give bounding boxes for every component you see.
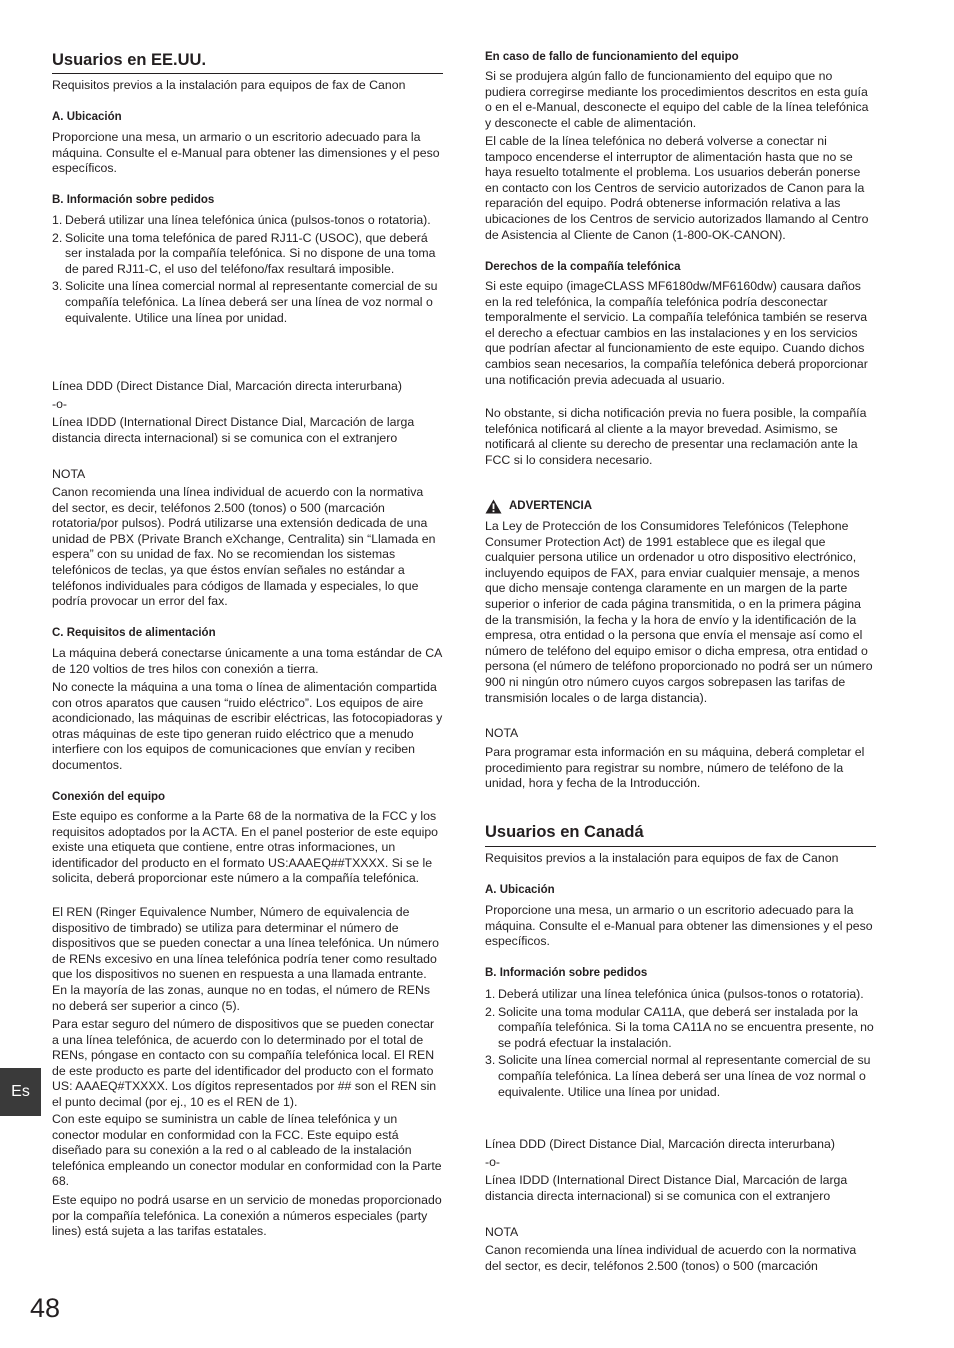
iddd-line: Línea IDDD (International Direct Distance Dial, Marcación de larga distancia directa internacional) si se comunica con el extranjero: [52, 415, 415, 445]
list-item: 2. Solicite una toma modular CA11A, que deberá ser instalada por la compañía telefónica. Si la toma CA11A no se encuentra presente, no se podrá efectuar la instalación.: [485, 1004, 874, 1050]
usa-b-list: [52, 213, 443, 326]
list-item: 3. Solicite una línea comercial normal al representante comercial de su compañía telefónica. La línea deberá ser una línea de voz normal o equivalente. Utilice una línea por unidad.: [485, 1053, 871, 1099]
ddd-line: Línea DDD (Direct Distance Dial, Marcación directa interurbana): [52, 379, 402, 393]
canada-a-text: Proporcione una mesa, un armario o un escritorio adecuado para la máquina. Consulte el e-Manual para obtener las dimensiones y el peso específicos.: [485, 903, 873, 949]
usa-a-heading: A. Ubicación: [52, 111, 122, 123]
warning-icon: [485, 499, 502, 514]
usa-intro: Requisitos previos a la instalación para equipos de fax de Canon: [52, 78, 406, 92]
canada-b-heading: B. Información sobre pedidos: [485, 967, 648, 979]
usa-section-title: Usuarios en EE.UU.: [52, 51, 207, 69]
fault-p1: Si se produjera algún fallo de funcionamiento del equipo que no pudiera corregirse mediante los procedimientos descritos en esta guía o en el e-Manual, desconecte el equipo del cable de la línea telefónica y desconecte el cable de alimentación.: [485, 69, 869, 130]
connection-p4: Con este equipo se suministra un cable de línea telefónica y un conector modular en conformidad con la FCC. Este equipo está diseñado para su conexión a la red o al cableado de la instalación telefónica empleando un conector modular en conformidad con la Parte 68.: [52, 1112, 442, 1189]
power-heading: C. Requisitos de alimentación: [52, 627, 216, 639]
canada-intro: Requisitos previos a la instalación para equipos de fax de Canon: [485, 851, 839, 865]
ddd-line: Línea DDD (Direct Distance Dial, Marcación directa interurbana): [485, 1137, 835, 1151]
connection-p2: El REN (Ringer Equivalence Number, Número de equivalencia de dispositivo de timbrado) se utiliza para determinar el número de dispositivos que se pueden conectar a una línea telefónica. Un número de RENs excesivo en una línea telefónica podría tener como resultado que los dispositivos no suenen en respuesta a una llamada entrante. En la mayoría de las zonas, aunque no en todas, el número de RENs no deberá ser superior a cinco (5).: [52, 905, 439, 1013]
language-tab: Es: [0, 1068, 41, 1116]
iddd-line: Línea IDDD (International Direct Distance Dial, Marcación de larga distancia directa internacional) si se comunica con el extranjero: [485, 1173, 848, 1203]
note-label: NOTA: [485, 1225, 519, 1239]
note-label: NOTA: [52, 467, 86, 481]
fault-heading: En caso de fallo de funcionamiento del equipo: [485, 51, 739, 63]
note-text: Canon recomienda una línea individual de acuerdo con la normativa del sector, es decir, teléfonos 2.500 (tonos) o 500 (marcación: [485, 1243, 857, 1273]
usa-b-heading: B. Información sobre pedidos: [52, 194, 215, 206]
note-text: Para programar esta información en su máquina, deberá completar el procedimiento para registrar su nombre, número de teléfono de la unidad, hora y fecha de la Introducción.: [485, 745, 865, 791]
power-p1: La máquina deberá conectarse únicamente a una toma estándar de CA de 120 voltios de tres hilos con conexión a tierra.: [52, 646, 442, 676]
title-rule: [485, 846, 876, 847]
fault-p2: El cable de la línea telefónica no deberá volverse a conectar ni tampoco encenderse el interruptor de alimentación hasta que no se haya resuelto totalmente el problema. Los usuarios deberán ponerse en contacto con los Centros de servicio autorizados de Canon para la reparación del equipo. Podrá obtenerse información relativa a las ubicaciones de los Centros de servicio autorizados llamando al Centro de Asistencia al Cliente de Canon (1-800-OK-CANON).: [485, 134, 869, 242]
title-rule: [52, 73, 443, 74]
page-number: 48: [30, 1293, 61, 1323]
list-item: 2. Solicite una toma telefónica de pared RJ11-C (USOC), que deberá ser instalada por la compañía telefónica. Si no dispone de una toma de pared RJ11-C, el uso del teléfono/fax resultará imposible.: [52, 230, 436, 276]
rights-p2: No obstante, si dicha notificación previa no fuera posible, la compañía telefónica notificará al cliente a la mayor brevedad. Asimismo, se notificará al cliente su derecho de presentar una reclamación ante la FCC si lo considera necesario.: [485, 406, 867, 467]
connection-p5: Este equipo no podrá usarse en un servicio de monedas proporcionado por la compañía telefónica. La conexión a números especiales (party lines) está sujeta a las tarifas estatales.: [52, 1193, 442, 1239]
connection-p1: Este equipo es conforme a la Parte 68 de la normativa de la FCC y los requisitos adoptados por la ACTA. En el panel posterior de este equipo existe una etiqueta que contiene, entre otras informaciones, un identificador del producto en el formato US:AAAEQ##TXXXX. Si se le solicita, deberá proporcionar este número a la compañía telefónica.: [52, 809, 439, 886]
note-label: NOTA: [485, 726, 519, 740]
connection-p3: Para estar seguro del número de dispositivos que se pueden conectar a una línea telefónica, de acuerdo con lo determinado por el total de RENs, póngase en contacto con su compañía telefónica local. El REN de este producto es parte del identificador del producto con el formato US: AAAEQ#TXXXX. Los dígitos representados por ## son el REN sin el punto decimal (por ej., 10 es el REN de 1).: [52, 1017, 437, 1109]
canada-section-title: Usuarios en Canadá: [485, 823, 644, 841]
note-text: Canon recomienda una línea individual de acuerdo con la normativa del sector, es decir, teléfonos 2.500 (tonos) o 500 (marcación rotatoria/por pulsos). Podrá utilizarse una extensión dedicada de una unidad de PBX (Private Branch eXchange, Centralita) sin “Llamada en espera” con su unidad de fax. No se recomiendan los sistemas telefónicos de teclas, ya que éstos envían señales no estándar a teléfonos individuales para códigos de llamada y especiales, lo que podría provocar un error del fax.: [52, 485, 436, 609]
warning-text: La Ley de Protección de los Consumidores Telefónicos (Telephone Consumer Protection Act) de 1991 establece que es ilegal que cualquier persona utilice un ordenador u otro dispositivo electrónico, incluyendo equipos de FAX, para enviar cualquier mensaje, a menos que dicho mensaje contenga claramente en un margen de la parte superior o inferior de cada página transmitida, o en la primera página de la transmisión, la fecha y la hora de envío y la identificación de la empresa, otra entidad o la persona que envía el mensaje así como el número de teléfono del equipo emisor o dicha empresa, otra entidad o persona (el número de teléfono proporcionado no podrá ser un número 900 ni ningún otro número cuyos cargos sobrepasen las tarifas de transmisión locales o de larga distancia).: [485, 519, 873, 705]
list-item: 1. Deberá utilizar una línea telefónica única (pulsos-tonos o rotatoria).: [52, 213, 431, 227]
canada-a-heading: A. Ubicación: [485, 884, 555, 896]
rights-heading: Derechos de la compañía telefónica: [485, 261, 681, 273]
rights-p1: Si este equipo (imageCLASS MF6180dw/MF6160dw) causara daños en la red telefónica, la compañía telefónica podría desconectar temporalmente el servicio. La compañía telefónica también se reserva el derecho a efectuar cambios en las instalaciones y en los servicios que podrían afectar al funcionamiento de este equipo. Cuando dichos cambios sean necesarios, la compañía telefónica deberá proporcionar una notificación previa adecuada al usuario.: [485, 279, 868, 387]
warning-heading: ADVERTENCIA: [509, 500, 593, 512]
canada-b-list: [485, 987, 876, 1100]
power-p2: No conecte la máquina a una toma o línea de alimentación compartida con otros aparatos que causen “ruido eléctrico”. Los equipos de aire acondicionado, las máquinas de escribir eléctricas, las fotocopiadoras y otras máquinas de este tipo generan ruido eléctrico que a menudo interfiere con los equipos de comunicaciones que envían y reciben documentos.: [52, 680, 443, 772]
list-item: 1. Deberá utilizar una línea telefónica única (pulsos-tonos o rotatoria).: [485, 987, 864, 1001]
or-text: -o-: [485, 1155, 501, 1169]
or-text: -o-: [52, 397, 68, 411]
list-item: 3. Solicite una línea comercial normal al representante comercial de su compañía telefónica. La línea deberá ser una línea de voz normal o equivalente. Utilice una línea por unidad.: [52, 279, 438, 325]
connection-heading: Conexión del equipo: [52, 791, 166, 803]
usa-a-text: Proporcione una mesa, un armario o un escritorio adecuado para la máquina. Consulte el e-Manual para obtener las dimensiones y el peso específicos.: [52, 130, 440, 176]
